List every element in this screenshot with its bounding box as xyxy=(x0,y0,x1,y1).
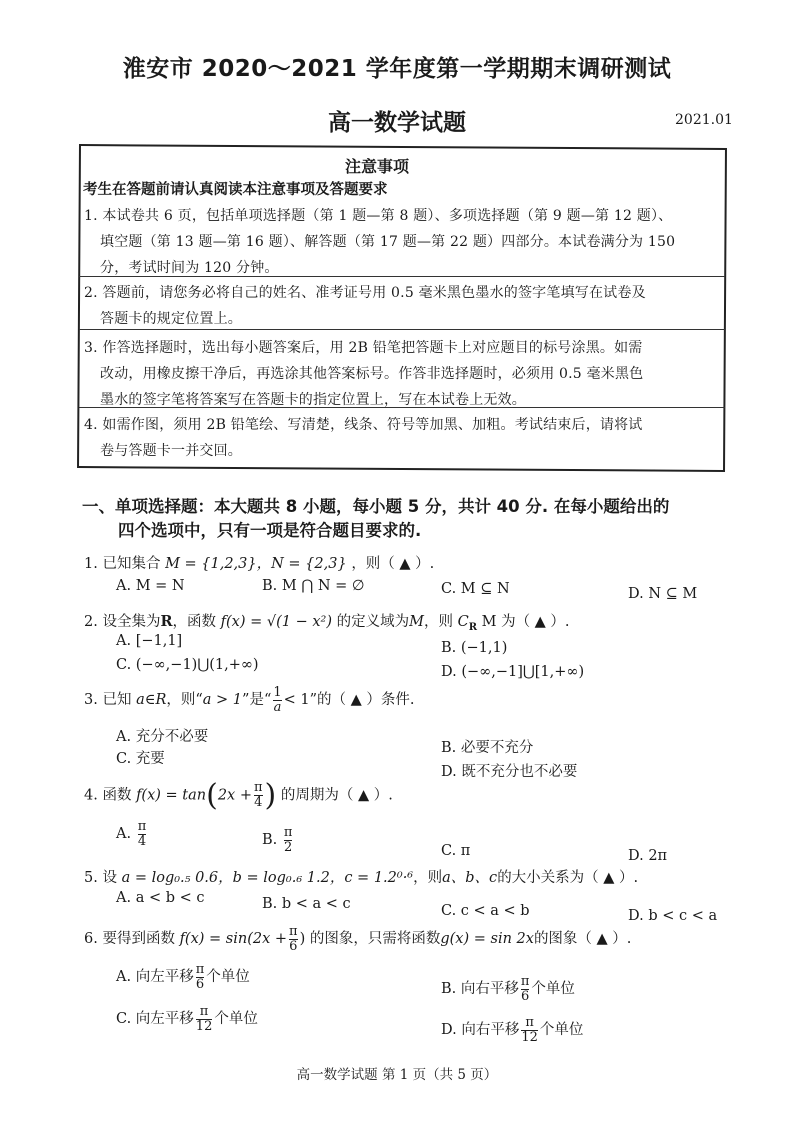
q4-function: f(x) = tan xyxy=(136,787,207,804)
q6-option-b-denominator: 6 xyxy=(521,988,530,1004)
notice-intro: 考生在答题前请认真阅读本注意事项及答题要求 xyxy=(83,182,388,198)
q2-real-set-symbol: R xyxy=(160,613,173,630)
q6-option-b-numerator: π xyxy=(520,974,530,989)
question-1-option-c: C. M ⊆ N xyxy=(441,581,510,597)
question-2-option-c: C. (−∞,−1)⋃(1,+∞) xyxy=(116,657,259,673)
q2-complement-subscript: R xyxy=(468,621,477,633)
question-2-option-b: B. (−1,1) xyxy=(441,640,508,656)
q1-sets-formula: M = {1,2,3}，N = {2,3} xyxy=(165,556,347,572)
q4-option-b-numerator: π xyxy=(283,825,293,840)
notice-item-2-line-1: 2. 答题前，请您务必将自己的姓名、准考证号用 0.5 毫米黑色墨水的签字笔填写在试卷及 xyxy=(84,285,646,301)
q4-option-b-denominator: 2 xyxy=(284,839,293,855)
question-5-option-c: C. c < a < b xyxy=(441,903,530,919)
question-6-option-b xyxy=(441,975,575,1003)
q4-option-b-label: B. xyxy=(262,832,278,849)
question-5-stem xyxy=(84,866,638,887)
q3-stem-text: ”的（ ▲ ）条件. xyxy=(309,692,415,709)
q5-stem-text: 的大小关系为（ ▲ ）. xyxy=(497,870,639,886)
notice-divider xyxy=(79,276,725,277)
q4-fraction xyxy=(254,781,263,809)
q6-option-a-unit: 个单位 xyxy=(206,969,250,986)
question-5-option-d: D. b < c < a xyxy=(628,908,718,924)
q3-condition-a: a > 1 xyxy=(202,692,243,709)
question-6-option-d xyxy=(441,1016,583,1044)
page-footer: 高一数学试题 第 1 页（共 5 页） xyxy=(296,1067,498,1083)
question-3-option-a: A. 充分不必要 xyxy=(116,729,209,745)
q5-definitions: a = log₀.₅ 0.6，b = log₀.₆ 1.2，c = 1.2⁰·⁶ xyxy=(121,870,414,886)
q6-option-b-unit: 个单位 xyxy=(531,981,575,998)
exam-date: 2021.01 xyxy=(675,112,733,128)
q6-function-f: f(x) = sin(2x + xyxy=(179,931,288,948)
q6-stem-text: 6. 要得到函数 xyxy=(84,931,175,948)
q4-stem-text: 的周期为（ ▲ ）. xyxy=(280,787,393,804)
q6-option-b-fraction xyxy=(521,975,530,1003)
question-6-option-c xyxy=(116,1005,258,1033)
exam-title: 淮安市 2020～2021 学年度第一学期期末调研测试 xyxy=(122,56,672,82)
q2-stem-text: ，函数 xyxy=(172,614,217,630)
q5-stem-text: 5. 设 xyxy=(84,870,117,886)
q3-fraction-denominator: a xyxy=(273,699,282,715)
question-6-option-a xyxy=(116,963,250,991)
q4-fraction-numerator: π xyxy=(254,780,263,796)
q5-variables: a、b、c xyxy=(442,870,498,886)
question-4-stem xyxy=(84,778,393,813)
q6-fraction-numerator: π xyxy=(289,924,298,939)
q2-stem-text: M 为（ ▲ ）. xyxy=(481,614,570,630)
notice-item-3-line-1: 3. 作答选择题时，选出每小题答案后，用 2B 铅笔把答题卡上对应题目的标号涂黑。如需 xyxy=(84,340,643,356)
q4-fraction-denominator: 4 xyxy=(254,795,263,810)
q3-stem-text: 3. 已知 xyxy=(84,692,132,709)
q2-stem-text: 2. 设全集为 xyxy=(84,614,161,630)
question-2-option-a: A. [−1,1] xyxy=(116,633,183,649)
question-1-option-a: A. M = N xyxy=(116,578,185,594)
notice-item-1-line-2: 填空题（第 13 题—第 16 题）、解答题（第 17 题—第 22 题）四部分。本试卷满分为 150 xyxy=(100,234,676,250)
q4-option-a-label: A. xyxy=(116,826,132,843)
question-1-option-d: D. N ⊆ M xyxy=(628,586,698,602)
q4-option-b-fraction xyxy=(284,826,293,854)
q6-option-a-denominator: 6 xyxy=(195,976,205,992)
q6-close-paren: ) xyxy=(299,931,306,948)
q6-option-c-denominator: 12 xyxy=(195,1018,213,1034)
q3-inequality: < 1 xyxy=(283,692,310,709)
q4-option-a-denominator: 4 xyxy=(137,833,147,849)
q4-option-a-fraction xyxy=(138,820,147,848)
question-4-option-d: D. 2π xyxy=(628,848,668,864)
section-heading-line-1: 一、单项选择题：本大题共 8 小题，每小题 5 分，共计 40 分. 在每小题给出的 xyxy=(82,497,670,516)
q2-complement-symbol: C xyxy=(457,614,469,630)
q6-option-d-unit: 个单位 xyxy=(539,1022,584,1039)
question-3-option-b: B. 必要不充分 xyxy=(441,740,534,756)
q6-option-b-text: B. 向右平移 xyxy=(441,981,519,998)
question-2-stem xyxy=(84,610,570,633)
q4-left-paren: ( xyxy=(206,778,218,813)
q4-stem-text: 4. 函数 xyxy=(84,787,132,804)
q6-option-c-numerator: π xyxy=(199,1004,209,1019)
q3-condition: a∈R xyxy=(136,692,167,709)
q4-option-a-numerator: π xyxy=(137,819,147,834)
q6-option-a-fraction xyxy=(196,963,205,991)
question-3-stem xyxy=(84,686,415,714)
question-6-stem xyxy=(84,925,631,953)
q3-fraction xyxy=(273,686,281,714)
q6-option-d-text: D. 向右平移 xyxy=(441,1022,520,1039)
notice-item-4-line-2: 卷与答题卡一并交回。 xyxy=(100,443,242,459)
q2-function-formula: f(x) = √(1 − x²) xyxy=(220,614,332,630)
q3-fraction-numerator: 1 xyxy=(273,685,282,700)
notice-heading: 注意事项 xyxy=(345,157,410,176)
q5-stem-text: ，则 xyxy=(413,870,443,886)
notice-divider xyxy=(79,407,725,408)
q6-option-c-fraction xyxy=(196,1005,213,1033)
notice-divider xyxy=(79,329,725,330)
q6-option-a-text: A. 向左平移 xyxy=(116,969,194,986)
q6-stem-text: 的图象，只需将函数 xyxy=(309,931,441,948)
q3-stem-text: ，则“ xyxy=(166,692,203,709)
question-1-stem xyxy=(84,552,434,573)
q2-stem-text: 的定义域为 xyxy=(336,614,410,630)
question-2-option-d: D. (−∞,−1]⋃[1,+∞) xyxy=(441,664,585,680)
question-5-option-b: B. b < a < c xyxy=(262,896,351,912)
exam-subtitle: 高一数学试题 xyxy=(328,109,466,136)
question-4-option-c: C. π xyxy=(441,843,471,859)
q6-option-c-unit: 个单位 xyxy=(214,1011,258,1028)
q2-stem-text: ，则 xyxy=(423,614,453,630)
question-4-option-a xyxy=(116,820,148,848)
q6-option-d-denominator: 12 xyxy=(521,1029,538,1045)
q6-option-c-text: C. 向左平移 xyxy=(116,1011,194,1028)
q6-option-d-fraction xyxy=(521,1016,538,1044)
section-heading-line-2: 四个选项中，只有一项是符合题目要求的. xyxy=(118,521,422,540)
q6-option-d-numerator: π xyxy=(525,1015,534,1030)
notice-item-4-line-1: 4. 如需作图，须用 2B 铅笔绘、写清楚，线条、符号等加黑、加粗。考试结束后，请将试 xyxy=(84,417,643,433)
q6-function-g: g(x) = sin 2x xyxy=(440,931,534,948)
notice-item-3-line-3: 墨水的签字笔将答案写在答题卡的指定位置上，写在本试卷上无效。 xyxy=(100,392,526,408)
q6-fraction xyxy=(289,925,298,953)
q2-set-m: M xyxy=(409,614,424,630)
q4-argument: 2x + xyxy=(217,787,252,804)
q6-stem-text: 的图象（ ▲ ）. xyxy=(533,931,632,948)
question-1-option-b: B. M ⋂ N = ∅ xyxy=(262,578,365,594)
q3-stem-text: ”是“ xyxy=(242,692,272,709)
q1-stem-text: 1. 已知集合 xyxy=(84,556,161,572)
q6-fraction-denominator: 6 xyxy=(289,938,298,954)
question-4-option-b xyxy=(262,826,294,854)
question-5-option-a: A. a < b < c xyxy=(116,890,205,906)
q6-option-a-numerator: π xyxy=(195,962,205,977)
notice-item-1-line-3: 分，考试时间为 120 分钟。 xyxy=(100,260,279,276)
notice-item-3-line-2: 改动，用橡皮擦干净后，再选涂其他答案标号。作答非选择题时，必须用 0.5 毫米黑色 xyxy=(100,366,644,382)
q1-stem-text: ，则（ ▲ ）. xyxy=(351,556,435,572)
question-3-option-d: D. 既不充分也不必要 xyxy=(441,764,578,780)
notice-item-2-line-2: 答题卡的规定位置上。 xyxy=(100,311,242,327)
q4-right-paren: ) xyxy=(264,778,277,813)
question-3-option-c: C. 充要 xyxy=(116,751,165,767)
notice-item-1-line-1: 1. 本试卷共 6 页，包括单项选择题（第 1 题—第 8 题）、多项选择题（第 9 题—第 12 题）、 xyxy=(84,208,673,224)
